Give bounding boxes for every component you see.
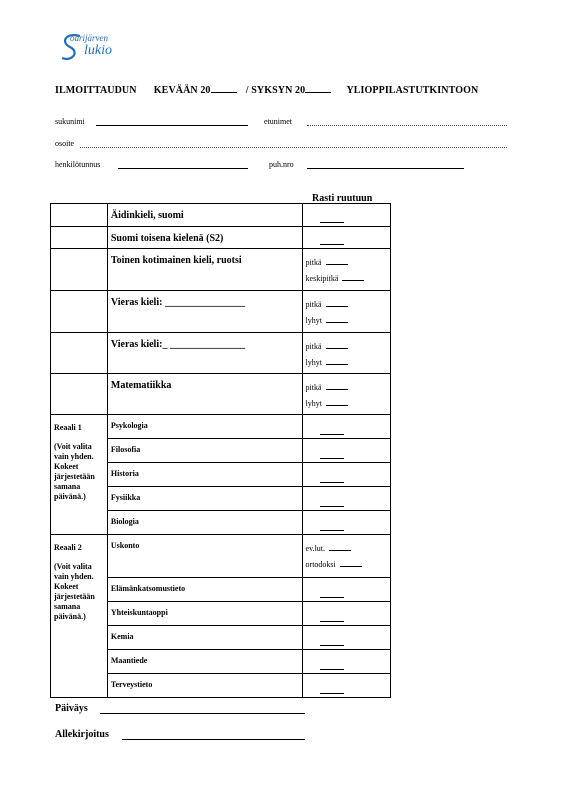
subject-s2: Suomi toisena kielenä (S2) (110, 233, 224, 244)
option-lyhyt: lyhyt (305, 316, 322, 325)
subject-reaali2: Terveystieto (110, 680, 153, 689)
checkbox-fysiikka[interactable] (320, 494, 344, 507)
reaali2-note: (Voit valita vain yhden. Kokeet järjestetään samana päivänä.) (54, 562, 95, 621)
option-lyhyt: lyhyt (305, 399, 322, 408)
allekirjoitus-field[interactable] (122, 739, 305, 740)
checkbox-uskonto-ortodoksi[interactable] (340, 559, 362, 567)
allekirjoitus-label: Allekirjoitus (55, 729, 109, 740)
sukunimi-field[interactable] (96, 125, 248, 126)
checkbox-elamankatsomustieto[interactable] (320, 585, 344, 598)
table-row (51, 415, 391, 439)
checkbox-vieras1-lyhyt[interactable] (326, 315, 348, 323)
reaali1-note: (Voit valita vain yhden. Kokeet järjestetään samana päivänä.) (54, 442, 95, 501)
checkbox-vieras2-pitka[interactable] (326, 341, 348, 349)
subject-reaali1: Filosofia (110, 445, 141, 454)
logo-line2: lukio (84, 43, 112, 58)
reaali2-label: Reaali 2 (54, 543, 82, 552)
subject-vieras2: Vieras kieli:_ _______________ (110, 339, 245, 350)
checkbox-filosofia[interactable] (320, 446, 344, 459)
puh-field[interactable] (307, 168, 464, 169)
subject-reaali2: Elämänkatsomustieto (110, 584, 186, 593)
kevaan-year-field[interactable] (211, 83, 237, 93)
syksyn-year-field[interactable] (305, 83, 331, 93)
sukunimi-label: sukunimi (55, 117, 85, 126)
checkbox-terveystieto[interactable] (320, 681, 344, 694)
checkbox-psykologia[interactable] (320, 422, 344, 435)
option-pitka: pitkä (305, 342, 322, 351)
reaali1-cell (51, 415, 108, 535)
logo-line1: oarijärven (70, 33, 108, 43)
heading-ylioppilastutkintoon: YLIOPPILASTUTKINTOON (346, 85, 479, 96)
table-row (51, 249, 391, 291)
puh-label: puh.nro (269, 160, 294, 169)
subject-reaali2: Maantiede (110, 656, 148, 665)
checkbox-vieras2-lyhyt[interactable] (326, 357, 348, 365)
checkbox-maantiede[interactable] (320, 657, 344, 670)
subject-reaali2: Kemia (110, 632, 134, 641)
henkilotunnus-label: henkilötunnus (55, 160, 101, 169)
heading-syksyn: / SYKSYN 20 (245, 85, 306, 96)
option-ortodoksi: ortodoksi (305, 560, 336, 569)
osoite-label: osoite (55, 139, 75, 148)
etunimet-field[interactable] (307, 125, 507, 126)
subject-reaali1: Psykologia (110, 421, 148, 430)
checkbox-ruotsi-keskipitka[interactable] (342, 273, 364, 281)
option-keskipitka: keskipitkä (305, 274, 339, 283)
reaali1-label: Reaali 1 (54, 423, 82, 432)
table-row (51, 291, 391, 333)
subject-reaali2: Yhteiskuntaoppi (110, 608, 168, 617)
etunimet-label: etunimet (264, 117, 292, 126)
table-row (51, 227, 391, 249)
subject-reaali1: Historia (110, 469, 139, 478)
subject-aidinkieli: Äidinkieli, suomi (110, 210, 184, 221)
subject-ruotsi: Toinen kotimainen kieli, ruotsi (110, 255, 242, 266)
checkbox-biologia[interactable] (320, 518, 344, 531)
checkbox-aidinkieli[interactable] (320, 210, 344, 223)
osoite-field[interactable] (80, 147, 507, 148)
table-row (51, 535, 391, 578)
option-lyhyt: lyhyt (305, 358, 322, 367)
subject-reaali1: Biologia (110, 517, 139, 526)
option-pitka: pitkä (305, 300, 322, 309)
checkbox-historia[interactable] (320, 470, 344, 483)
checkbox-kemia[interactable] (320, 633, 344, 646)
heading-ilmoittaudun: ILMOITTAUDUN (55, 85, 137, 96)
reaali2-cell (51, 535, 108, 698)
form-heading (55, 83, 478, 96)
subject-reaali2: Uskonto (110, 541, 140, 550)
table-row (51, 374, 391, 415)
option-pitka: pitkä (305, 383, 322, 392)
subject-table (50, 203, 391, 698)
option-pitka: pitkä (305, 258, 322, 267)
option-evlut: ev.lut. (305, 544, 326, 553)
checkbox-uskonto-evlut[interactable] (329, 543, 351, 551)
henkilotunnus-field[interactable] (118, 168, 248, 169)
school-logo (58, 30, 148, 66)
checkbox-vieras1-pitka[interactable] (326, 299, 348, 307)
checkbox-yhteiskuntaoppi[interactable] (320, 609, 344, 622)
checkbox-s2[interactable] (320, 232, 344, 245)
subject-matematiikka: Matematiikka (110, 380, 172, 391)
paivays-field[interactable] (100, 713, 305, 714)
subject-vieras1: Vieras kieli: ________________ (110, 297, 245, 308)
subject-reaali1: Fysiikka (110, 493, 141, 502)
heading-kevaan: KEVÄÄN 20 (153, 85, 211, 96)
table-row (51, 204, 391, 227)
paivays-label: Päiväys (55, 703, 88, 714)
rasti-ruutuun-heading: Rasti ruutuun (312, 193, 373, 204)
checkbox-matematiikka-lyhyt[interactable] (326, 398, 348, 406)
checkbox-ruotsi-pitka[interactable] (326, 257, 348, 265)
table-row (51, 333, 391, 374)
checkbox-matematiikka-pitka[interactable] (326, 382, 348, 390)
